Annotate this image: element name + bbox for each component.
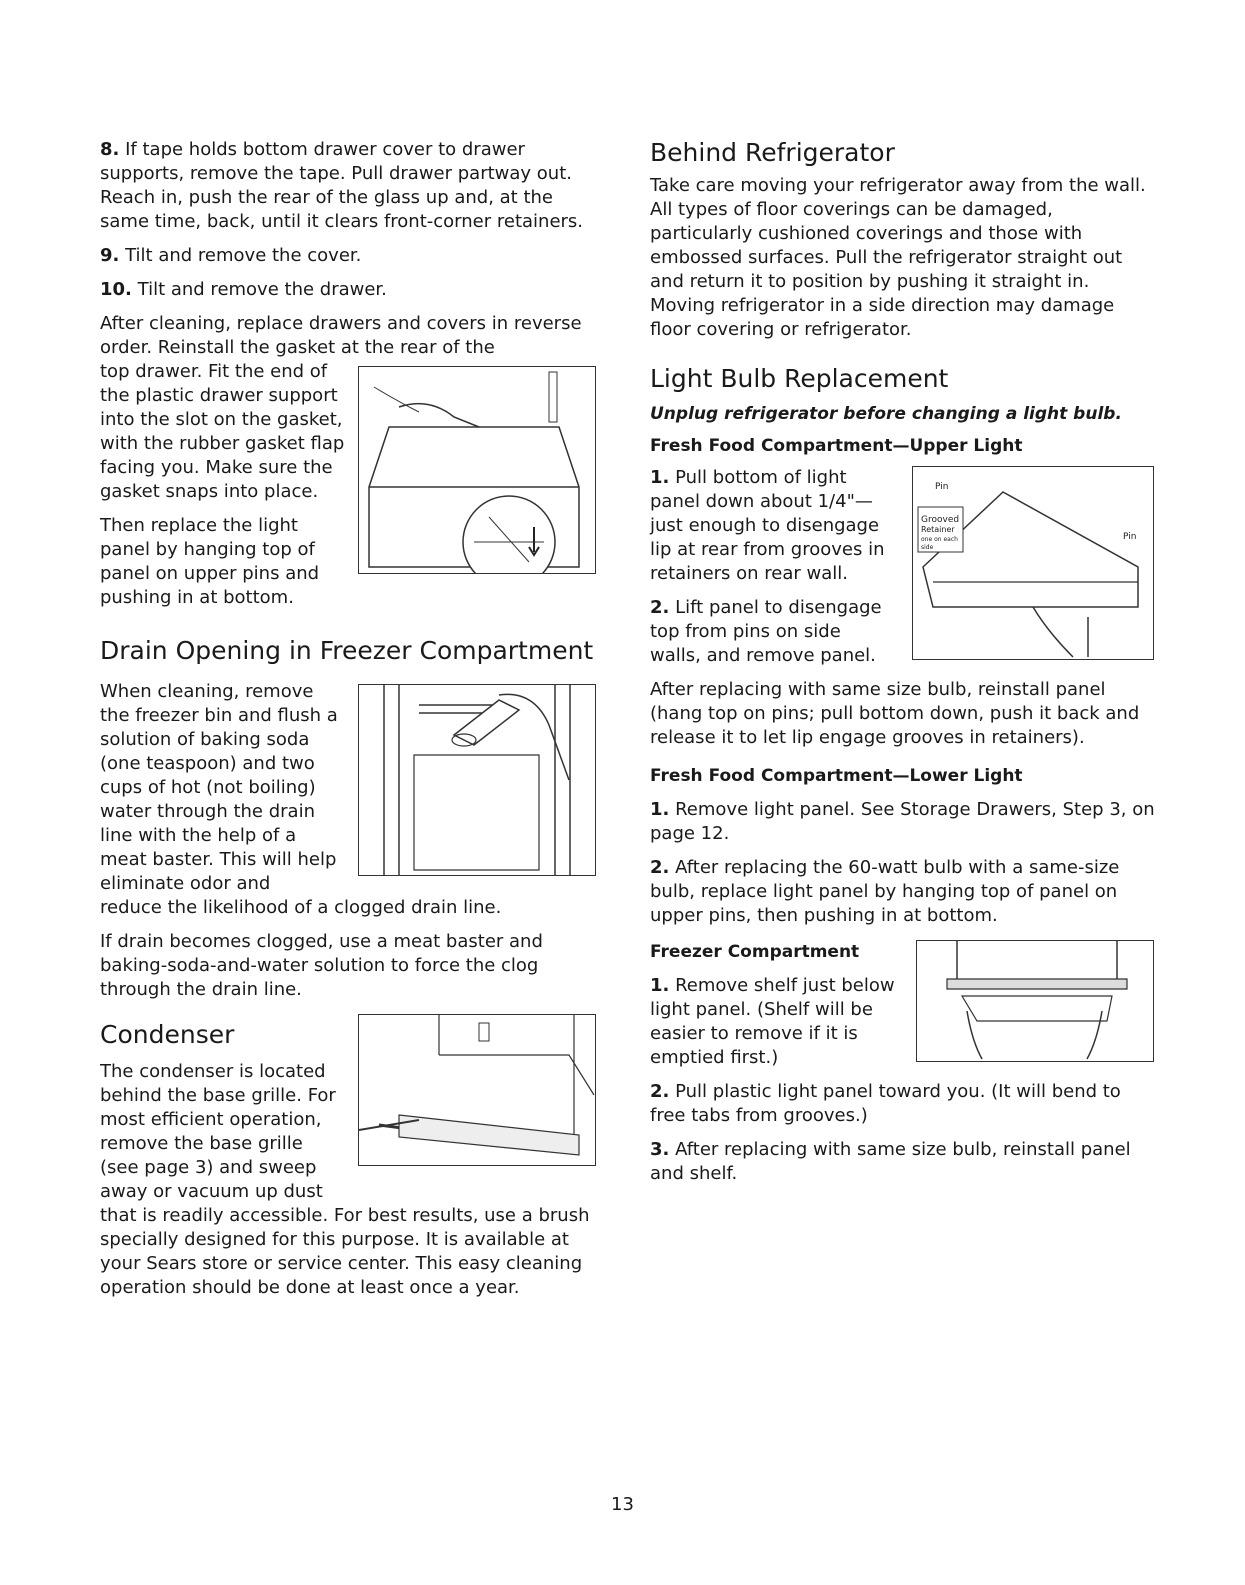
condenser-text-continued: that is readily accessible. For best results, use a brush specially designed for this purpose. It is available at your Sears store or service center. This easy cleaning operation should be done at least once a year. <box>100 1205 590 1298</box>
condenser-drawing <box>359 1015 595 1165</box>
step-text: If tape holds bottom drawer cover to drawer supports, remove the tape. Pull drawer partway out. Reach in, push the rear of the glass up and, at the same time, back, until it clears front-corner retainers. <box>100 139 584 232</box>
step-number: 2. <box>650 1081 670 1102</box>
step-text: Lift panel to disengage top from pins on side walls, and remove panel. <box>650 597 882 666</box>
one-each-label: one on each <box>921 536 958 543</box>
right-column <box>650 138 1155 1186</box>
step-text: Pull bottom of light panel down about 1/4"—just enough to disengage lip at rear from grooves in retainers on rear wall. <box>650 467 885 584</box>
drain-drawing <box>359 685 595 875</box>
drawer-gasket-drawing <box>359 367 595 573</box>
step-9 <box>100 244 596 268</box>
freezer-step-2 <box>650 1080 1155 1128</box>
drain-clog-text: If drain becomes clogged, use a meat baster and baking-soda-and-water solution to force the clog through the drain line. <box>100 931 543 1000</box>
freezer-figure-block <box>650 940 1155 1070</box>
page-number: 13 <box>611 1494 634 1515</box>
upper-light-heading: Fresh Food Compartment—Upper Light <box>650 436 1023 456</box>
step-number: 2. <box>650 597 670 618</box>
side-label: side <box>921 544 934 551</box>
drain-text: When cleaning, remove the freezer bin and flush a solution of baking soda (one teaspoon) and two cups of hot (not boiling) water through the drain line with the help of a meat baster. This will help eliminate odor and <box>100 681 338 894</box>
step-8 <box>100 138 596 234</box>
behind-refrigerator-heading: Behind Refrigerator <box>650 138 895 167</box>
step-number: 1. <box>650 799 670 820</box>
freezer-step-3 <box>650 1138 1155 1186</box>
step-text: After replacing the 60-watt bulb with a same-size bulb, replace light panel by hanging top of panel on upper pins, then pushing in at bottom. <box>650 857 1120 926</box>
after-cleaning-text: After cleaning, replace drawers and covers in reverse order. Reinstall the gasket at the rear of the <box>100 313 582 358</box>
upper-step-2 <box>650 596 895 668</box>
gasket-text: top drawer. Fit the end of the plastic drawer support into the slot on the gasket, with the rubber gasket flap facing you. Make sure the gasket snaps into place. <box>100 361 345 502</box>
freezer-light-illustration <box>916 940 1154 1062</box>
drain-illustration <box>358 684 596 876</box>
step-number: 3. <box>650 1139 670 1160</box>
step-number: 10. <box>100 279 132 300</box>
left-column <box>100 138 596 1300</box>
lower-light-heading: Fresh Food Compartment—Lower Light <box>650 766 1023 786</box>
step-text: Tilt and remove the drawer. <box>137 279 387 300</box>
step-number: 9. <box>100 245 120 266</box>
lower-step-2 <box>650 856 1155 928</box>
condenser-text: The condenser is located behind the base grille. For most efficient operation, remove the base grille (see page 3) and sweep away or vacuum up dust <box>100 1061 336 1202</box>
freezer-light-drawing <box>917 941 1153 1061</box>
lower-step-1 <box>650 798 1155 846</box>
step-text: Pull plastic light panel toward you. (It will bend to free tabs from grooves.) <box>650 1081 1121 1126</box>
unplug-warning: Unplug refrigerator before changing a light bulb. <box>650 404 1122 424</box>
drain-text-continued: reduce the likelihood of a clogged drain line. <box>100 897 502 918</box>
grooved-label: Grooved <box>921 515 960 525</box>
pin-label-right: Pin <box>1123 532 1137 542</box>
step-text: Tilt and remove the cover. <box>125 245 362 266</box>
drawer-gasket-illustration <box>358 366 596 574</box>
step-number: 1. <box>650 975 670 996</box>
light-bulb-heading: Light Bulb Replacement <box>650 364 949 393</box>
drain-heading: Drain Opening in Freezer Compartment <box>100 636 594 665</box>
step-10 <box>100 278 596 302</box>
upper-light-figure-block <box>650 466 1155 668</box>
upper-after-text: After replacing with same size bulb, reinstall panel (hang top on pins; pull bottom down, push it back and release it to let lip engage grooves in retainers). <box>650 679 1140 748</box>
upper-light-drawing <box>913 467 1153 659</box>
condenser-figure-block <box>100 1020 596 1300</box>
step-text: Remove light panel. See Storage Drawers, Step 3, on page 12. <box>650 799 1155 844</box>
drain-figure-block <box>100 680 596 920</box>
step-text: After replacing with same size bulb, reinstall panel and shelf. <box>650 1139 1131 1184</box>
step-number: 8. <box>100 139 120 160</box>
freezer-heading: Freezer Compartment <box>650 942 860 962</box>
drawer-figure-block <box>100 360 596 610</box>
step-number: 1. <box>650 467 670 488</box>
freezer-step-1 <box>650 974 895 1070</box>
upper-light-illustration <box>912 466 1154 660</box>
step-text: Remove shelf just below light panel. (Shelf will be easier to remove if it is emptied first.) <box>650 975 895 1068</box>
condenser-heading: Condenser <box>100 1020 235 1049</box>
replace-light-text: Then replace the light panel by hanging top of panel on upper pins and pushing in at bottom. <box>100 515 320 608</box>
step-number: 2. <box>650 857 670 878</box>
condenser-illustration <box>358 1014 596 1166</box>
behind-refrigerator-text: Take care moving your refrigerator away from the wall. All types of floor coverings can be damaged, particularly cushioned coverings and those with embossed surfaces. Pull the refrigerator straight out and return it to position by pushing it straight in. Moving refrigerator in a side direction may damage floor covering or refrigerator. <box>650 175 1146 340</box>
upper-step-1 <box>650 466 895 586</box>
retainer-label: Retainer <box>921 525 955 534</box>
pin-label-left: Pin <box>935 482 949 492</box>
